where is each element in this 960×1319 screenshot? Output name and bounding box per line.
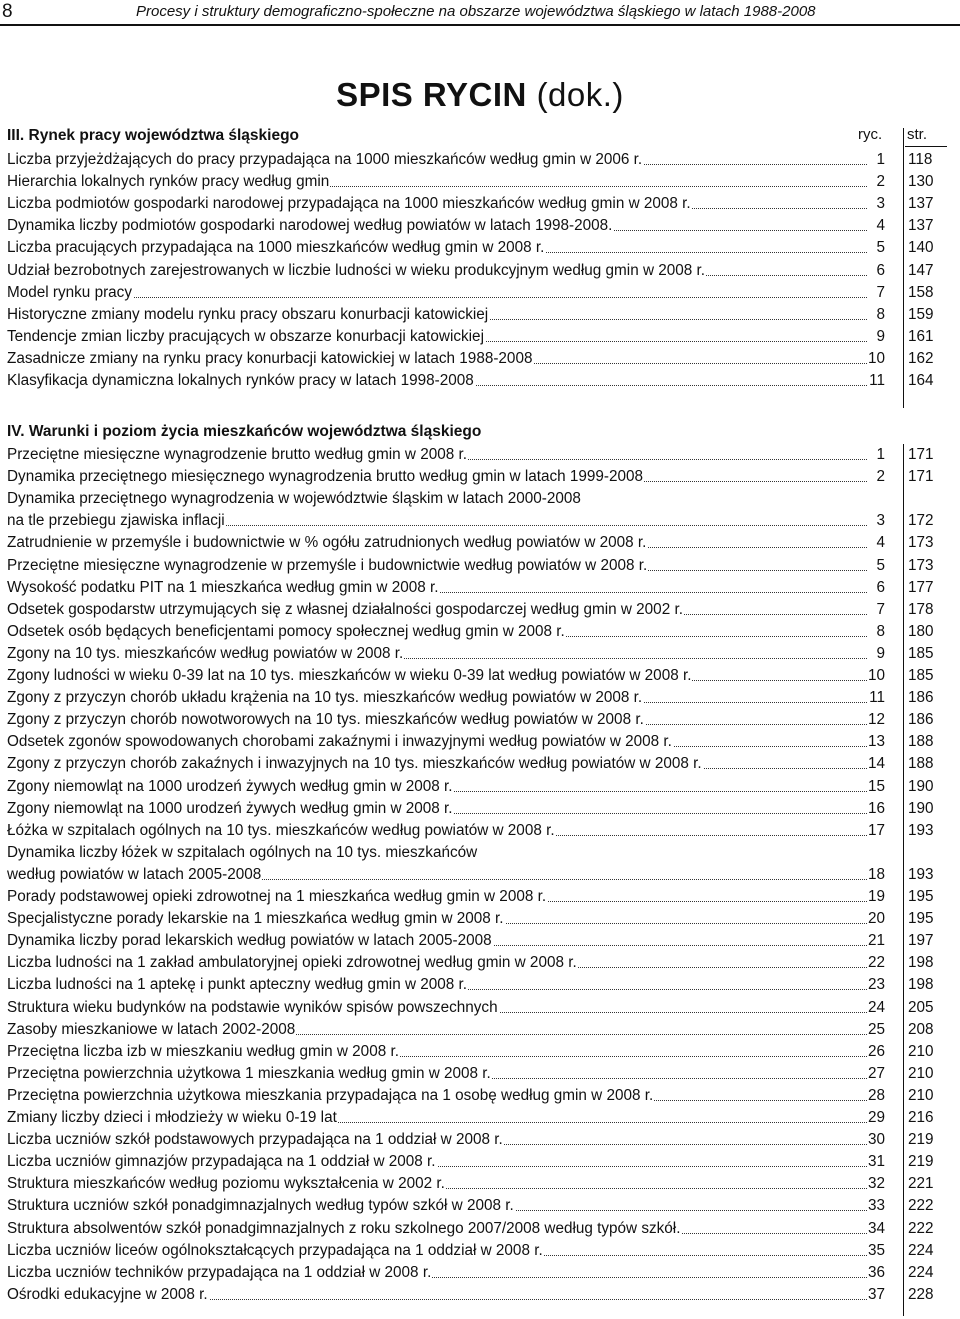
page-reference: 185 xyxy=(908,644,934,662)
figure-number: 8 xyxy=(875,304,885,326)
page-reference: 137 xyxy=(908,217,934,235)
figure-number: 34 xyxy=(867,1218,885,1240)
page-reference: 180 xyxy=(908,622,934,640)
figure-title: Dynamika przeciętnego miesięcznego wynagrodzenia brutto według gmin w latach 1999-2008 xyxy=(7,468,644,486)
page-reference: 190 xyxy=(908,799,934,817)
figure-title: Liczba podmiotów gospodarki narodowej przypadająca na 1000 mieszkańców według gmin w 2008 r. xyxy=(7,195,691,213)
figure-number: 19 xyxy=(867,886,885,908)
column-header-rule xyxy=(905,146,947,147)
figure-number: 1 xyxy=(875,444,885,466)
page-reference: 198 xyxy=(908,976,934,994)
figure-number: 8 xyxy=(875,621,885,643)
figure-entry[interactable] xyxy=(7,532,885,554)
figure-entry[interactable] xyxy=(7,260,885,282)
page-number: 8 xyxy=(2,1,13,22)
page-reference: 188 xyxy=(908,733,934,751)
figure-entry[interactable] xyxy=(7,665,885,687)
page-reference: 140 xyxy=(908,239,934,257)
figure-number: 7 xyxy=(875,599,885,621)
figure-number: 17 xyxy=(867,820,885,842)
page-reference: 219 xyxy=(908,1153,934,1171)
figure-entry[interactable] xyxy=(7,798,885,820)
figure-entry[interactable] xyxy=(7,621,885,643)
figure-entry[interactable] xyxy=(7,326,885,348)
page-reference: 137 xyxy=(908,195,934,213)
figure-title: Struktura wieku budynków na podstawie wyników spisów powszechnych xyxy=(7,998,498,1016)
title-suffix: (dok.) xyxy=(536,76,624,113)
figure-number: 2 xyxy=(875,171,885,193)
page-reference: 161 xyxy=(908,327,934,345)
figure-number: 33 xyxy=(867,1195,885,1217)
figure-title: Porady podstawowej opieki zdrowotnej na 1 mieszkańca według gmin w 2008 r. xyxy=(7,888,547,905)
figure-number: 11 xyxy=(868,687,885,709)
figure-entry[interactable] xyxy=(7,282,885,304)
figure-entry[interactable] xyxy=(7,643,885,665)
figure-entry[interactable] xyxy=(7,820,885,842)
figure-entry[interactable] xyxy=(7,444,885,466)
figure-entry[interactable] xyxy=(7,842,885,886)
figure-title: Model rynku pracy xyxy=(7,283,132,301)
figure-number: 18 xyxy=(867,864,885,886)
page-reference: 158 xyxy=(908,283,934,301)
page-reference: 216 xyxy=(908,1109,934,1126)
figure-number: 36 xyxy=(867,1262,885,1284)
figure-entry[interactable] xyxy=(7,709,885,731)
figure-title: Struktura absolwentów szkół ponadgimnazjalnych z roku szkolnego 2007/2008 według typów szkół. xyxy=(7,1219,681,1237)
figure-entry[interactable] xyxy=(7,488,885,532)
section-heading: III. Rynek pracy województwa śląskiego xyxy=(7,127,300,144)
figure-entry[interactable] xyxy=(7,930,885,952)
figure-title: Liczba uczniów szkół podstawowych przypadająca na 1 oddział w 2008 r. xyxy=(7,1131,503,1149)
figure-number: 2 xyxy=(875,466,885,488)
figure-entry[interactable] xyxy=(7,304,885,326)
figure-title: Zmiany liczby dzieci i młodzieży w wieku 0-19 lat xyxy=(7,1109,337,1126)
figure-title: Zgony na 10 tys. mieszkańców według powiatów w 2008 r. xyxy=(7,644,404,662)
page-reference: 130 xyxy=(908,173,934,191)
figure-title: Liczba ludności na 1 zakład ambulatoryjnej opieki zdrowotnej według gmin w 2008 r. xyxy=(7,954,577,972)
figure-number: 4 xyxy=(875,215,885,237)
figure-number: 15 xyxy=(867,776,885,798)
figure-number: 5 xyxy=(875,237,885,259)
figure-title: Dynamika liczby łóżek w szpitalach ogólnych na 10 tys. mieszkańców xyxy=(7,843,478,861)
figure-title: Dynamika przeciętnego wynagrodzenia w województwie śląskim w latach 2000-2008 xyxy=(7,490,581,508)
figure-title: Odsetek osób będących beneficjentami pomocy społecznej według gmin w 2008 r. xyxy=(7,622,565,640)
figure-entry[interactable] xyxy=(7,193,885,215)
figure-number: 10 xyxy=(867,665,885,687)
figure-entry[interactable] xyxy=(7,776,885,798)
figure-number: 21 xyxy=(867,930,885,952)
page-reference: 198 xyxy=(908,954,934,972)
page-reference: 178 xyxy=(908,600,934,618)
page-reference: 118 xyxy=(908,151,933,168)
page-reference: 164 xyxy=(908,372,934,389)
figure-entry[interactable] xyxy=(7,1129,885,1151)
figure-title: Liczba pracujących przypadająca na 1000 mieszkańców według gmin w 2008 r. xyxy=(7,239,545,257)
page-reference: 190 xyxy=(908,777,934,795)
page-reference: 173 xyxy=(908,556,934,574)
figure-entry[interactable] xyxy=(7,908,885,930)
figure-title: Liczba uczniów gimnazjów przypadająca na 1 oddział w 2008 r. xyxy=(7,1153,436,1171)
page-reference: 188 xyxy=(908,755,934,773)
figure-number: 9 xyxy=(875,643,885,665)
figure-title: Przeciętna powierzchnia użytkowa 1 mieszkania według gmin w 2008 r. xyxy=(7,1064,491,1082)
figure-number: 13 xyxy=(867,731,885,753)
figure-entry[interactable] xyxy=(7,1019,885,1041)
page-reference: 210 xyxy=(908,1064,934,1082)
figure-title: Odsetek gospodarstw utrzymujących się z własnej działalności gospodarczej według gmin w 2002 r. xyxy=(7,600,683,618)
figure-entry[interactable] xyxy=(7,1151,885,1173)
section-heading: IV. Warunki i poziom życia mieszkańców województwa śląskiego xyxy=(7,423,482,440)
figure-title: Przeciętna liczba izb w mieszkaniu według gmin w 2008 r. xyxy=(7,1042,399,1060)
column-header-str: str. xyxy=(907,126,928,143)
page-reference: 193 xyxy=(908,821,934,839)
page-reference: 172 xyxy=(908,512,934,530)
figure-entry[interactable] xyxy=(7,466,885,488)
figure-number: 7 xyxy=(875,282,885,304)
figure-title: Specjalistyczne porady lekarskie na 1 mieszkańca według gmin w 2008 r. xyxy=(7,910,504,928)
figure-title: Historyczne zmiany modelu rynku pracy obszaru konurbacji katowickiej xyxy=(7,305,489,323)
page-column-rule-2 xyxy=(903,444,904,1316)
figure-number: 14 xyxy=(867,753,885,775)
figure-number: 25 xyxy=(867,1019,885,1041)
figure-title: Przeciętne miesięczne wynagrodzenie w przemyśle i budownictwie według powiatów w 2008 r. xyxy=(7,556,648,574)
figure-title: Łóżka w szpitalach ogólnych na 10 tys. mieszkańców według powiatów w 2008 r. xyxy=(7,821,555,839)
figure-title: Zgony z przyczyn chorób układu krążenia na 10 tys. mieszkańców według powiatów w 2008 r. xyxy=(7,689,643,707)
figure-entry[interactable] xyxy=(7,1284,885,1306)
figure-title: Hierarchia lokalnych rynków pracy według gmin xyxy=(7,173,330,191)
figure-title: Dynamika liczby porad lekarskich według powiatów w latach 2005-2008 xyxy=(7,932,492,950)
figure-title: Klasyfikacja dynamiczna lokalnych rynków pracy w latach 1998-2008 xyxy=(7,372,474,389)
figure-title: Zasadnicze zmiany na rynku pracy konurbacji katowickiej w latach 1988-2008 xyxy=(7,349,533,367)
figure-title: Struktura mieszkańców według poziomu wykształcenia w 2002 r. xyxy=(7,1175,445,1193)
figure-number: 32 xyxy=(867,1173,885,1195)
figure-title: Zasoby mieszkaniowe w latach 2002-2008 xyxy=(7,1020,296,1038)
figure-number: 1 xyxy=(875,149,885,171)
figure-number: 16 xyxy=(867,798,885,820)
figure-number: 20 xyxy=(867,908,885,930)
figure-title: Odsetek zgonów spowodowanych chorobami zakaźnymi i inwazyjnymi według powiatów w 2008 r. xyxy=(7,733,672,751)
page-reference: 171 xyxy=(908,468,934,486)
figure-entry[interactable] xyxy=(7,237,885,259)
figure-title: Zgony z przyczyn chorób nowotworowych na 10 tys. mieszkańców według powiatów w 2008 r. xyxy=(7,711,644,729)
figure-entry[interactable] xyxy=(7,555,885,577)
figure-entry[interactable] xyxy=(7,348,885,370)
page-reference: 222 xyxy=(908,1219,934,1237)
page-reference: 147 xyxy=(908,261,934,279)
page-reference: 186 xyxy=(908,711,934,729)
figure-entry[interactable] xyxy=(7,952,885,974)
figure-number: 29 xyxy=(867,1107,885,1129)
figure-number: 9 xyxy=(875,326,885,348)
figure-entry[interactable] xyxy=(7,687,885,709)
figure-title: Liczba uczniów techników przypadająca na 1 oddział w 2008 r. xyxy=(7,1263,432,1281)
figure-entry[interactable] xyxy=(7,997,885,1019)
page-reference: 197 xyxy=(908,932,934,950)
figure-number: 11 xyxy=(868,370,885,392)
figure-title: Zgony z przyczyn chorób zakaźnych i inwazyjnych na 10 tys. mieszkańców według powiatów w 2008 r. xyxy=(7,755,702,773)
running-header xyxy=(0,0,960,26)
figure-number: 23 xyxy=(867,974,885,996)
page-reference: 177 xyxy=(908,578,934,596)
figure-number: 28 xyxy=(867,1085,885,1107)
page-reference: 159 xyxy=(908,305,934,323)
page-reference: 162 xyxy=(908,349,934,367)
title-main: SPIS RYCIN xyxy=(336,76,527,113)
figure-number: 27 xyxy=(867,1063,885,1085)
figure-entry[interactable] xyxy=(7,1041,885,1063)
page-reference: 222 xyxy=(908,1197,934,1215)
page-reference: 173 xyxy=(908,534,934,552)
figure-title: Liczba ludności na 1 aptekę i punkt apteczny według gmin w 2008 r. xyxy=(7,976,468,994)
figure-entry[interactable] xyxy=(7,1107,885,1129)
figure-title: Ośrodki edukacyjne w 2008 r. xyxy=(7,1285,208,1303)
page-reference: 171 xyxy=(908,446,934,463)
figure-title: według powiatów w latach 2005-2008 xyxy=(7,865,262,883)
page-column-rule-1 xyxy=(903,128,904,408)
page-reference: 185 xyxy=(908,667,934,684)
figure-number: 3 xyxy=(875,193,885,215)
figure-title: Udział bezrobotnych zarejestrowanych w liczbie ludności w wieku produkcyjnym według gmin w 2008 r. xyxy=(7,261,706,279)
figure-title: Struktura uczniów szkół ponadgimnazjalnych według typów szkół w 2008 r. xyxy=(7,1197,514,1215)
figure-number: 22 xyxy=(867,952,885,974)
page-reference: 193 xyxy=(908,865,934,883)
figure-number: 6 xyxy=(875,260,885,282)
page-reference: 219 xyxy=(908,1131,934,1149)
figure-title: Zgony niemowląt na 1000 urodzeń żywych według gmin w 2008 r. xyxy=(7,799,453,817)
figure-number: 35 xyxy=(867,1240,885,1262)
figure-title: Przeciętna powierzchnia użytkowa mieszkania przypadająca na 1 osobę według gmin w 2008 r. xyxy=(7,1086,654,1104)
figure-title: Dynamika liczby podmiotów gospodarki narodowej według powiatów w latach 1998-2008. xyxy=(7,217,613,235)
figure-entry[interactable] xyxy=(7,1085,885,1107)
figure-entry[interactable] xyxy=(7,599,885,621)
figure-entry[interactable] xyxy=(7,1262,885,1284)
figure-entry[interactable] xyxy=(7,1173,885,1195)
figure-title: Zgony ludności w wieku 0-39 lat na 10 tys. mieszkańców w wieku 0-39 lat według powiatów w 2008 r. xyxy=(7,667,692,684)
figure-number: 12 xyxy=(867,709,885,731)
figure-entry[interactable] xyxy=(7,370,885,392)
page-reference: 221 xyxy=(908,1175,934,1193)
figure-number: 30 xyxy=(867,1129,885,1151)
column-header-ryc: ryc. xyxy=(858,126,883,143)
figure-number: 31 xyxy=(867,1151,885,1173)
figure-entry[interactable] xyxy=(7,149,885,171)
figure-entry[interactable] xyxy=(7,886,885,908)
figure-number: 4 xyxy=(875,532,885,554)
figure-title: Przeciętne miesięczne wynagrodzenie brutto według gmin w 2008 r. xyxy=(7,446,468,463)
page-reference: 208 xyxy=(908,1020,934,1038)
figure-number: 26 xyxy=(867,1041,885,1063)
page-reference: 224 xyxy=(908,1241,934,1259)
figure-title: Liczba uczniów liceów ogólnokształcących przypadająca na 1 oddział w 2008 r. xyxy=(7,1241,543,1259)
page-reference: 228 xyxy=(908,1285,934,1303)
figure-entry[interactable] xyxy=(7,731,885,753)
page-reference: 186 xyxy=(908,689,934,707)
figure-title: Tendencje zmian liczby pracujących w obszarze konurbacji katowickiej xyxy=(7,327,484,345)
figure-entry[interactable] xyxy=(7,974,885,996)
figure-title: Zgony niemowląt na 1000 urodzeń żywych według gmin w 2008 r. xyxy=(7,777,453,795)
figure-number: 5 xyxy=(875,555,885,577)
page-reference: 205 xyxy=(908,998,934,1016)
figure-number: 3 xyxy=(875,510,885,532)
dot-leader xyxy=(7,297,867,298)
figure-number: 24 xyxy=(867,997,885,1019)
figure-entry[interactable] xyxy=(7,1218,885,1240)
figure-entry[interactable] xyxy=(7,171,885,193)
figure-entry[interactable] xyxy=(7,1240,885,1262)
figure-entry[interactable] xyxy=(7,215,885,237)
figure-number: 37 xyxy=(867,1284,885,1306)
figure-title: Liczba przyjeżdżających do pracy przypadająca na 1000 mieszkańców według gmin w 2006 r. xyxy=(7,151,643,168)
figure-entry[interactable] xyxy=(7,1195,885,1217)
page-reference: 195 xyxy=(908,888,934,905)
page-reference: 210 xyxy=(908,1086,934,1104)
figure-entry[interactable] xyxy=(7,577,885,599)
figure-number: 6 xyxy=(875,577,885,599)
figure-number: 10 xyxy=(867,348,885,370)
page-reference: 224 xyxy=(908,1263,934,1281)
figure-entry[interactable] xyxy=(7,1063,885,1085)
figure-title: Wysokość podatku PIT na 1 mieszkańca według gmin w 2008 r. xyxy=(7,578,439,596)
page-title xyxy=(0,76,960,114)
figure-entry[interactable] xyxy=(7,753,885,775)
figure-title: Zatrudnienie w przemyśle i budownictwie w % ogółu zatrudnionych według powiatów w 2008 r. xyxy=(7,534,647,552)
running-title: Procesy i struktury demograficzno-społeczne na obszarze województwa śląskiego w latach 1988-2008 xyxy=(136,3,816,20)
page-reference: 195 xyxy=(908,910,934,928)
page-reference: 210 xyxy=(908,1042,934,1060)
figure-title: na tle przebiegu zjawiska inflacji xyxy=(7,512,225,530)
